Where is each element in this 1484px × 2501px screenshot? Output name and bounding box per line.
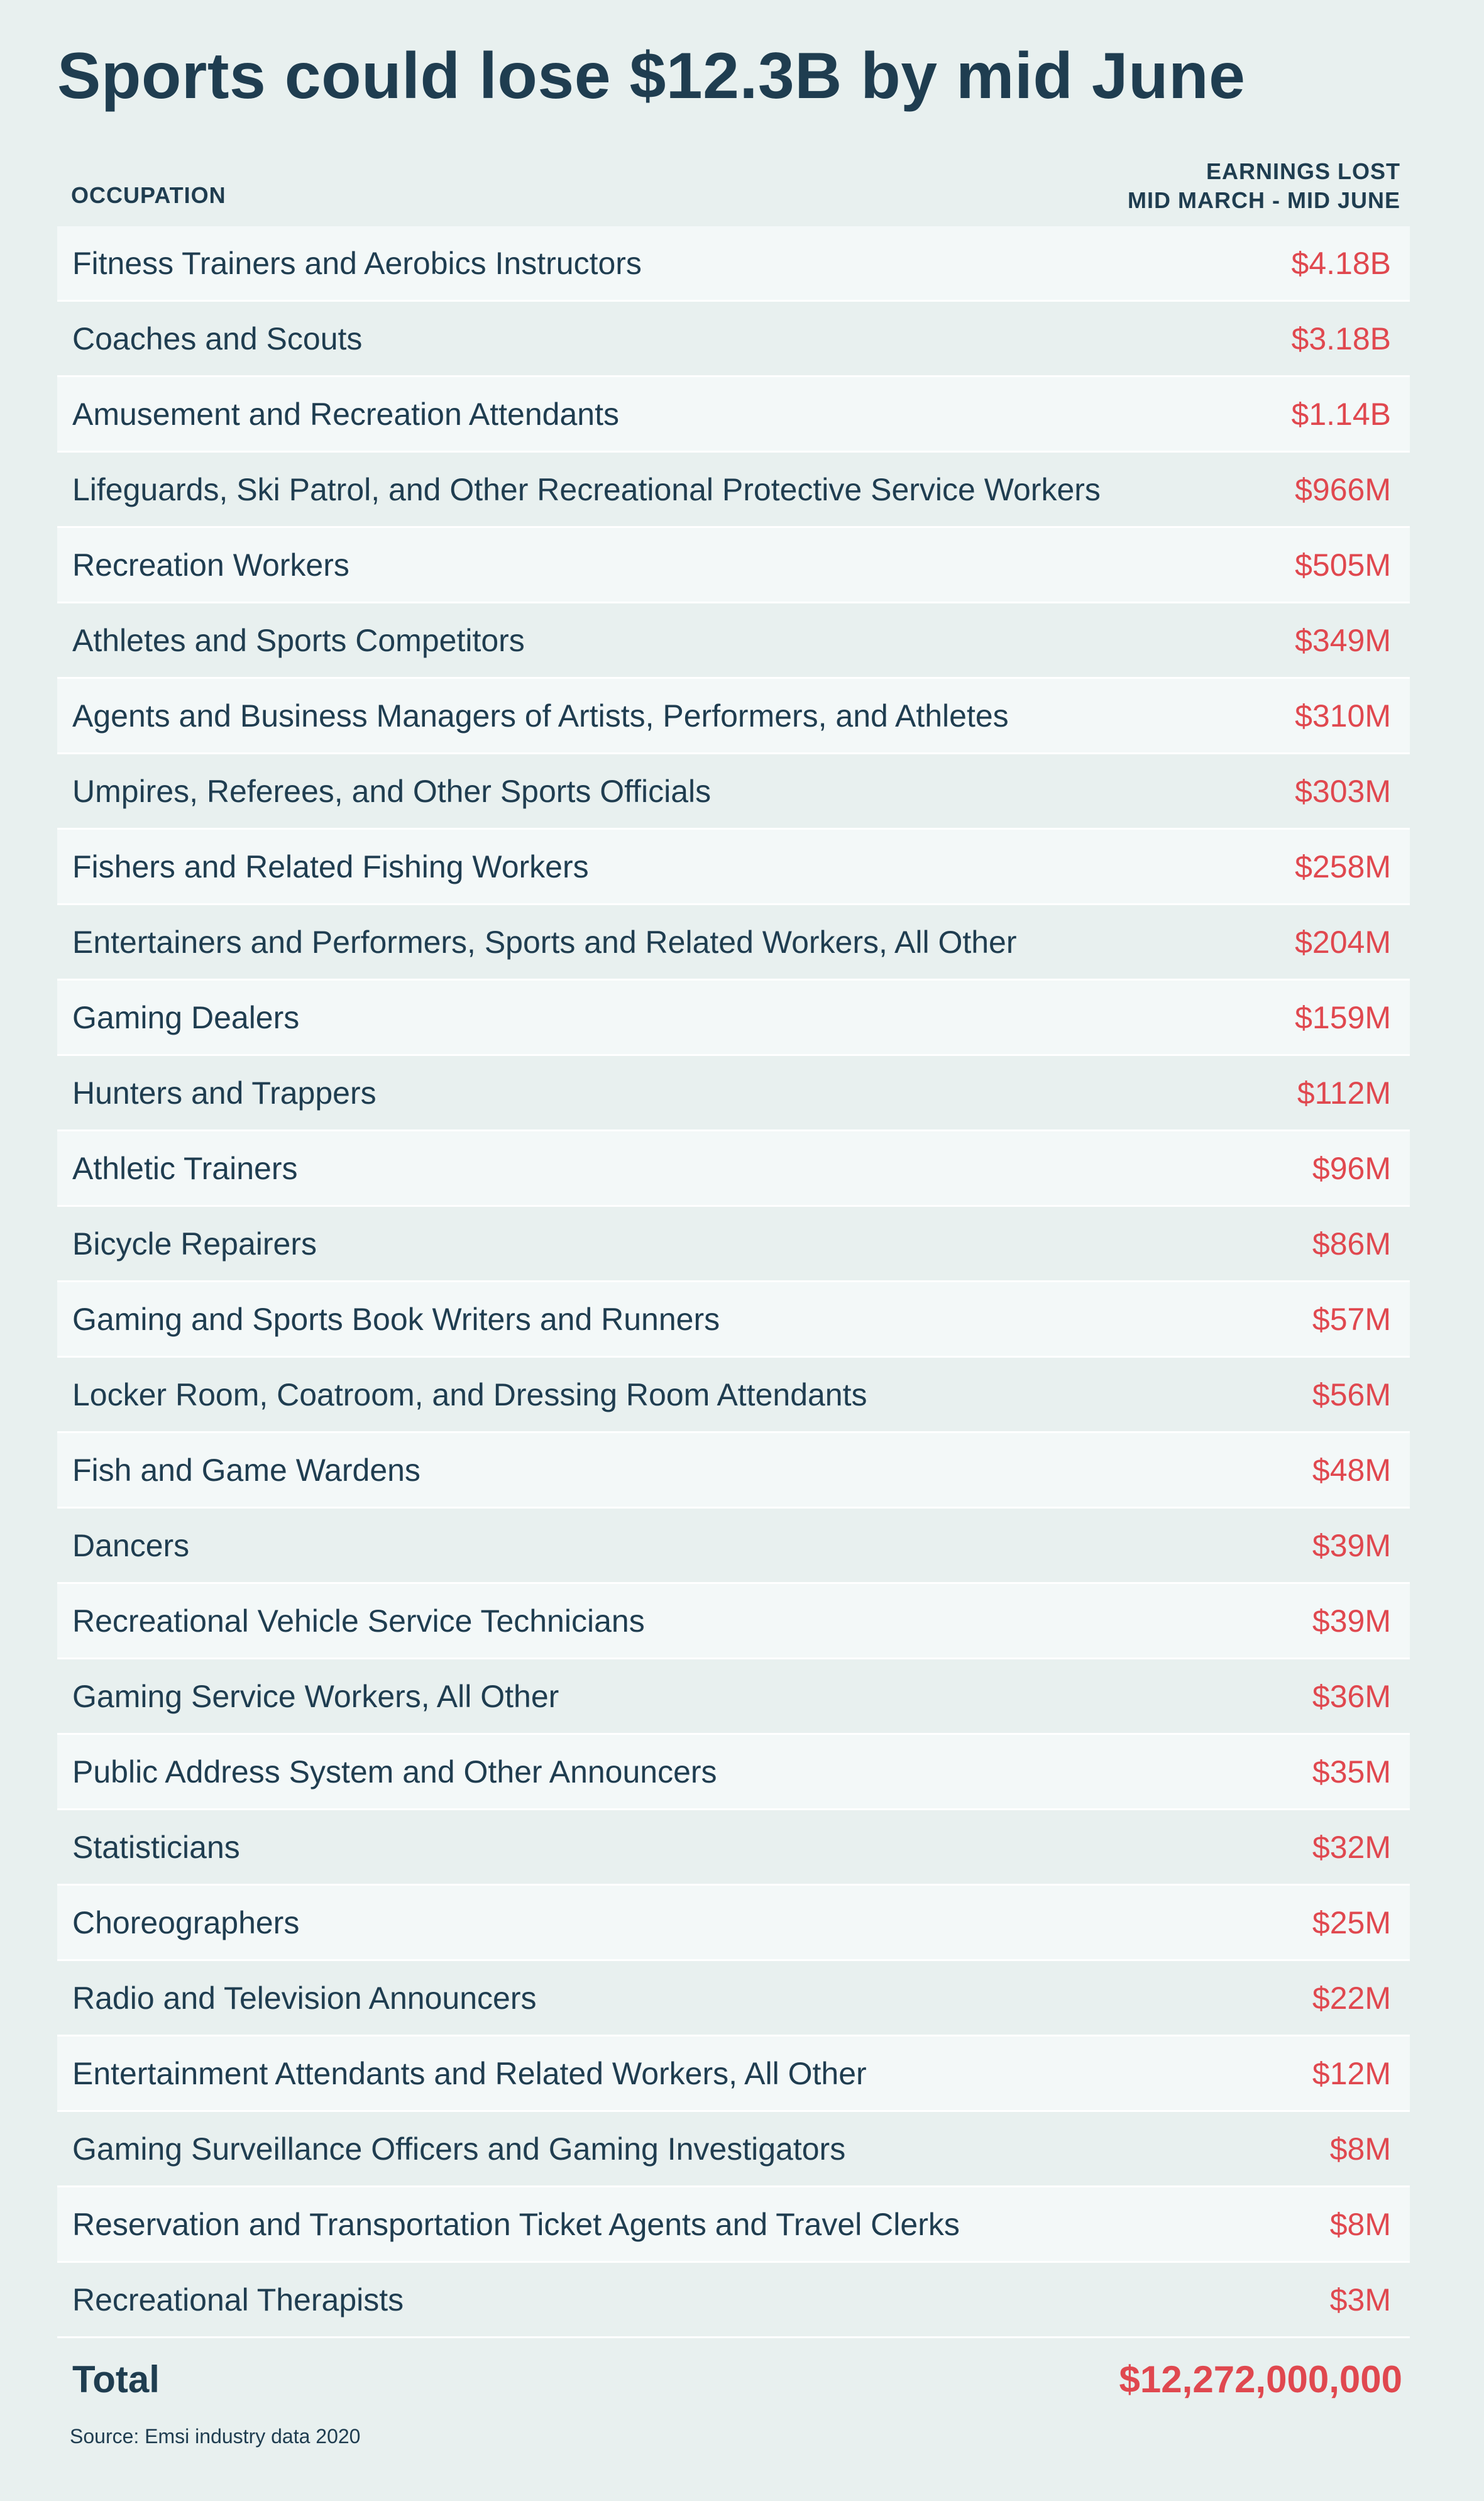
occupation-cell: Locker Room, Coatroom, and Dressing Room Attendants bbox=[72, 1377, 867, 1412]
earnings-lost-cell: $39M bbox=[1312, 1527, 1391, 1563]
table-row bbox=[57, 2037, 1410, 2112]
earnings-lost-cell: $56M bbox=[1312, 1377, 1391, 1412]
earnings-lost-cell: $112M bbox=[1297, 1075, 1391, 1111]
column-header-earnings-line2: MID MARCH - MID JUNE bbox=[1128, 187, 1400, 213]
table-row bbox=[57, 754, 1410, 830]
chart-title: Sports could lose $12.3B by mid June bbox=[57, 40, 1246, 113]
earnings-lost-cell: $35M bbox=[1312, 1754, 1391, 1789]
earnings-lost-cell: $8M bbox=[1329, 2131, 1391, 2167]
occupation-cell: Athletic Trainers bbox=[72, 1150, 298, 1186]
occupation-cell: Entertainers and Performers, Sports and Related Workers, All Other bbox=[72, 924, 1017, 960]
earnings-lost-cell: $32M bbox=[1312, 1829, 1391, 1865]
occupation-cell: Choreographers bbox=[72, 1905, 300, 1940]
earnings-lost-cell: $36M bbox=[1312, 1678, 1391, 1714]
occupation-cell: Amusement and Recreation Attendants bbox=[72, 396, 619, 432]
earnings-lost-cell: $1.14B bbox=[1291, 396, 1391, 432]
earnings-lost-cell: $96M bbox=[1312, 1150, 1391, 1186]
table-row bbox=[57, 1584, 1410, 1659]
table-row bbox=[57, 1282, 1410, 1358]
earnings-lost-cell: $303M bbox=[1295, 773, 1391, 809]
occupation-cell: Agents and Business Managers of Artists, Performers, and Athletes bbox=[72, 698, 1009, 734]
table-row bbox=[57, 1358, 1410, 1433]
earnings-lost-cell: $86M bbox=[1312, 1226, 1391, 1261]
table-row bbox=[57, 1886, 1410, 1961]
earnings-lost-cell: $3M bbox=[1329, 2282, 1391, 2317]
table-row bbox=[57, 302, 1410, 377]
earnings-lost-cell: $349M bbox=[1295, 622, 1391, 658]
earnings-lost-cell: $204M bbox=[1295, 924, 1391, 960]
earnings-lost-cell: $966M bbox=[1295, 471, 1391, 507]
table-body bbox=[57, 226, 1410, 2338]
occupation-cell: Hunters and Trappers bbox=[72, 1075, 376, 1111]
table-row bbox=[57, 453, 1410, 528]
earnings-lost-cell: $4.18B bbox=[1291, 245, 1391, 281]
occupation-cell: Recreational Vehicle Service Technicians bbox=[72, 1603, 645, 1639]
occupation-cell: Fitness Trainers and Aerobics Instructors bbox=[72, 245, 642, 281]
table-row bbox=[57, 1509, 1410, 1584]
occupation-cell: Statisticians bbox=[72, 1829, 240, 1865]
earnings-lost-cell: $12M bbox=[1312, 2055, 1391, 2091]
occupation-cell: Entertainment Attendants and Related Workers, All Other bbox=[72, 2055, 867, 2091]
earnings-lost-cell: $3.18B bbox=[1291, 321, 1391, 356]
occupation-cell: Gaming Surveillance Officers and Gaming Investigators bbox=[72, 2131, 846, 2167]
table-row bbox=[57, 1131, 1410, 1207]
table-row bbox=[57, 679, 1410, 754]
earnings-lost-cell: $258M bbox=[1295, 849, 1391, 884]
table-row bbox=[57, 981, 1410, 1056]
table-row bbox=[57, 377, 1410, 453]
total-row bbox=[57, 2338, 1410, 2420]
table-row bbox=[57, 226, 1410, 302]
table-row bbox=[57, 2112, 1410, 2187]
earnings-lost-cell: $57M bbox=[1312, 1301, 1391, 1337]
occupation-cell: Gaming Service Workers, All Other bbox=[72, 1678, 559, 1714]
table-row bbox=[57, 528, 1410, 603]
occupation-cell: Gaming Dealers bbox=[72, 999, 300, 1035]
occupation-cell: Reservation and Transportation Ticket Agents and Travel Clerks bbox=[72, 2206, 960, 2242]
source-note: Source: Emsi industry data 2020 bbox=[70, 2425, 361, 2448]
table-row bbox=[57, 1433, 1410, 1509]
table-row bbox=[57, 603, 1410, 679]
occupation-cell: Coaches and Scouts bbox=[72, 321, 363, 356]
occupation-cell: Recreational Therapists bbox=[72, 2282, 404, 2317]
occupation-cell: Athletes and Sports Competitors bbox=[72, 622, 525, 658]
occupation-cell: Radio and Television Announcers bbox=[72, 1980, 537, 2016]
table-row bbox=[57, 2263, 1410, 2338]
earnings-lost-cell: $22M bbox=[1312, 1980, 1391, 2016]
total-label: Total bbox=[72, 2358, 160, 2400]
earnings-lost-cell: $8M bbox=[1329, 2206, 1391, 2242]
table-row bbox=[57, 1056, 1410, 1131]
occupation-cell: Fishers and Related Fishing Workers bbox=[72, 849, 589, 884]
table-row bbox=[57, 2187, 1410, 2263]
earnings-lost-cell: $310M bbox=[1295, 698, 1391, 734]
table-row bbox=[57, 1735, 1410, 1810]
table-row bbox=[57, 1659, 1410, 1735]
occupation-cell: Lifeguards, Ski Patrol, and Other Recreational Protective Service Workers bbox=[72, 471, 1101, 507]
table-row bbox=[57, 905, 1410, 981]
occupation-cell: Dancers bbox=[72, 1527, 190, 1563]
occupation-cell: Public Address System and Other Announcers bbox=[72, 1754, 717, 1789]
table-row bbox=[57, 830, 1410, 905]
column-header-earnings bbox=[1128, 157, 1400, 215]
earnings-lost-cell: $48M bbox=[1312, 1452, 1391, 1488]
occupation-cell: Recreation Workers bbox=[72, 547, 349, 583]
occupation-cell: Umpires, Referees, and Other Sports Officials bbox=[72, 773, 712, 809]
table-row bbox=[57, 1810, 1410, 1886]
table-row bbox=[57, 1961, 1410, 2037]
column-header-occupation: OCCUPATION bbox=[71, 182, 226, 208]
occupation-cell: Gaming and Sports Book Writers and Runners bbox=[72, 1301, 720, 1337]
earnings-lost-cell: $505M bbox=[1295, 547, 1391, 583]
occupation-cell: Fish and Game Wardens bbox=[72, 1452, 420, 1488]
table-row bbox=[57, 1207, 1410, 1282]
earnings-lost-cell: $39M bbox=[1312, 1603, 1391, 1639]
occupation-cell: Bicycle Repairers bbox=[72, 1226, 317, 1261]
earnings-lost-cell: $25M bbox=[1312, 1905, 1391, 1940]
total-value: $12,272,000,000 bbox=[1119, 2358, 1402, 2400]
column-header-earnings-line1: EARNINGS LOST bbox=[1206, 158, 1400, 184]
earnings-lost-cell: $159M bbox=[1295, 999, 1391, 1035]
